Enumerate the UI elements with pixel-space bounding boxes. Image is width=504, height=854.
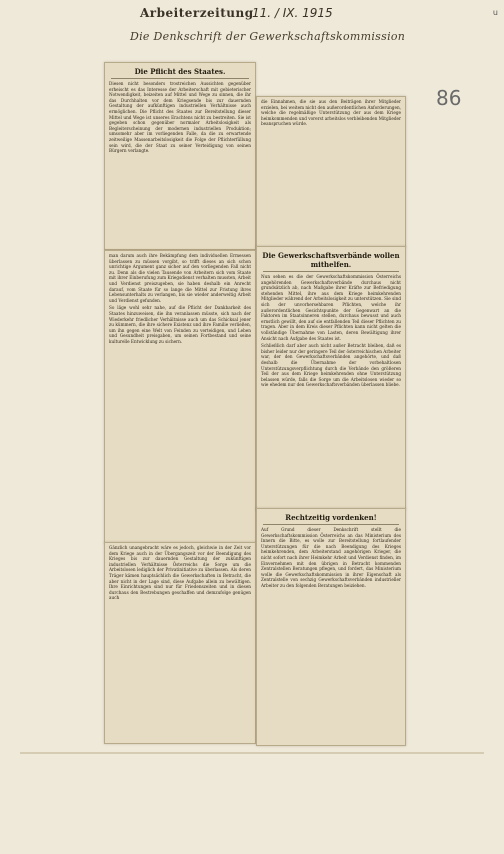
handwritten-date: 11. / IX. 1915 [252,6,333,20]
heading-rule [263,271,399,272]
heading-rule [111,78,249,79]
clipping-state-duty-continued [104,250,256,544]
masthead [100,4,400,26]
article-paragraph: Diesen nicht besonders trostreichen Aussichten gegenüber erheischt es das Interesse der Arbeiterschaft mit gebieterischer Notwendigkeit, beizeiten auf Mittel und Wege zu sinnen, die ihr das Durchhalten vor dem Kriegsende bis zur dauernden Gestaltung der aufkünftigen industriellen Verhältnisse auch ermöglichen. Die Pflicht des Staates zur Bereitstellung dieser Mittel und Wege ist unseres Erachtens nicht zu bestreiten. Sie ist gegeben schon gegenüber normaler Arbeitslosigkeit als Begleiterscheinung der modernen industriellen Produktion; umsomehr aber im vorliegenden Falle, da die zu erwartende zeitweilige Massenarbeitslosigkeit die Folge der Pflichterfüllung sein wird, die der Staat zu seiner Verteidigung von seinen Bürgern verlangte. [109,81,251,154]
article-paragraph: man darum auch ihre Bekämpfung dem individuellen Ermessen überlassen zu müssen vorgibt, so trifft dieses an sich schon unrichtige Argument ganz sicher auf den vorliegenden Fall nicht zu. Denn als die vielen Tausende von Arbeitern sich vom Staate mit ihrer Einberufung zum Kriegsdienst verhalten mussten, Arbeit und Verdienst preiszugeben, sie haben deshalb ein Anrecht darauf, vom Staate für so lange die Mittel zur Fristung ihres Lebensunterhalts zu verlangen, bis sie wieder anderweitig Arbeit und Verdienst gefunden. [109,253,251,303]
article-paragraph: Schließlich darf aber auch nicht außer Betracht bleiben, daß es bisher leider nur der geringere Teil der österreichischen Arbeiter war, der den Gewerkschaftsverbänden angehörte, und daß deshalb die Übernahme der vorbehaltlosen Unterstützungsverpflichtung durch die Verbände den größeren Teil der aus dem Kriege heimkehrenden ohne Unterstützung belassen würde, falls die Sorge um die Arbeitslosen wieder so wie ehedem nur den Gewerkschaftsverbänden überlassen bliebe. [261,343,401,388]
corner-mark: u [492,8,498,17]
article-paragraph: So läge wohl sehr nahe, auf die Pflicht der Dankbarkeit des Staates hinzuweisen, die ihn veranlassen müsste, sich nach der Wiederkehr friedlicher Verhältnisse auch um das Schicksal jener zu kümmern, die ihre sichere Existenz und ihre Familie verließen, um ihn gegen eine Welt von Feinden zu verteidigen, und Leben und Gesundheit preisgaben, um seinen Fortbestand und seine kulturelle Entwicklung zu sichern. [109,305,251,344]
clipping-union-income [256,96,406,248]
article-heading: Die Gewerkschaftsverbände wollen mithelfen. [262,251,400,269]
article-paragraph: Nun sehen es die der Gewerkschaftskommission Österreichs angehörenden Gewerkschaftsverbände durchaus nicht grundsätzlich ab, nach Maßgabe ihrer Kräfte zur Befriedigung stehenden Mittel, ihre aus dem Kriege heimkehrenden Mitglieder während der Arbeitslosigkeit zu unterstützen. Sie sind sich der unvorhersehbaren Pflichten, welche ihr außerordentlichen Gesichtspunkte der Gegenwart an die Faktoren im Staatsinneren stellen, durchaus bewusst und auch ernstlich gewillt, den auf sie entfallenden Teil dieser Pflichten zu tragen. Aber in dem Kreis dieser Pflichten kann nicht gelten die vollständige Übernahme von Lasten, deren Bewältigung ihrer Ansicht nach Aufgabe des Staates ist. [261,274,401,341]
page-bottom-edge [20,752,484,754]
clipping-private-initiative [104,542,256,744]
article-paragraph: Auf Grund dieser Denkschrift stellt die Gewerkschaftskommission Österreichs an das Ministerium des Innern die Bitte, es wolle zur Bereitstellung fortlaufender Unterstützungen für die nach Beendigung des Krieges heimkehrenden, dem Arbeiterstand angehörigen Krieger, die nicht sofort nach ihrer Heimkehr Arbeit und Verdienst finden, im Einvernehmen mit den übrigen in Betracht kommenden Zentralstellen Beratungen pflegen, und fordert, das Ministerium wolle die Gewerkschaftskommission in ihrer Eigenschaft als Zentralstelle von sechzig Gewerkschaftsverbänden industrieller Arbeiter zu den folgenden Beratungen beiziehen. [261,527,401,588]
article-paragraph: die Einnahmen, die sie aus den Beiträgen ihrer Mitglieder erzielen, bei weitem nicht den außerordentlichen Anforderungen, welche die regelmäßige Unterstützung der aus dem Kriege heimkommenden und vorerst arbeitslos verbleibenden Mitglieder beanspruchen würde. [261,99,401,127]
pencil-page-number: 86 [436,86,462,110]
article-paragraph: Gänzlich unangebracht wäre es jedoch, gleichwie in der Zeit vor dem Kriege auch in der Übergangszeit vor der Beendigung des Krieges bis zur dauernden Gestaltung der zukünftigen industriellen Verhältnisse Österreichs die Sorge um die Arbeitslosen lediglich der Privatinitiative zu überlassen. Als deren Träger kämen hauptsächlich die Gewerkschaften in Betracht, die aber nicht in der Lage sind, diese Aufgabe allein zu bewältigen. Ihre Einrichtungen sind nur für Friedenszeiten und in diesen durchaus den Bestrebungen geschaffen und demzufolge genügen auch [109,545,251,601]
heading-rule [263,524,399,525]
newspaper-title: Arbeiterzeitung [140,6,254,20]
clipping-plan-ahead [256,508,406,746]
clipping-unions-help [256,246,406,510]
article-heading: Die Pflicht des Staates. [134,67,226,76]
clipping-state-duty [104,62,256,250]
handwritten-caption: Die Denkschrift der Gewerkschaftskommission [130,30,406,43]
article-heading: Rechtzeitig vordenken! [285,513,377,522]
